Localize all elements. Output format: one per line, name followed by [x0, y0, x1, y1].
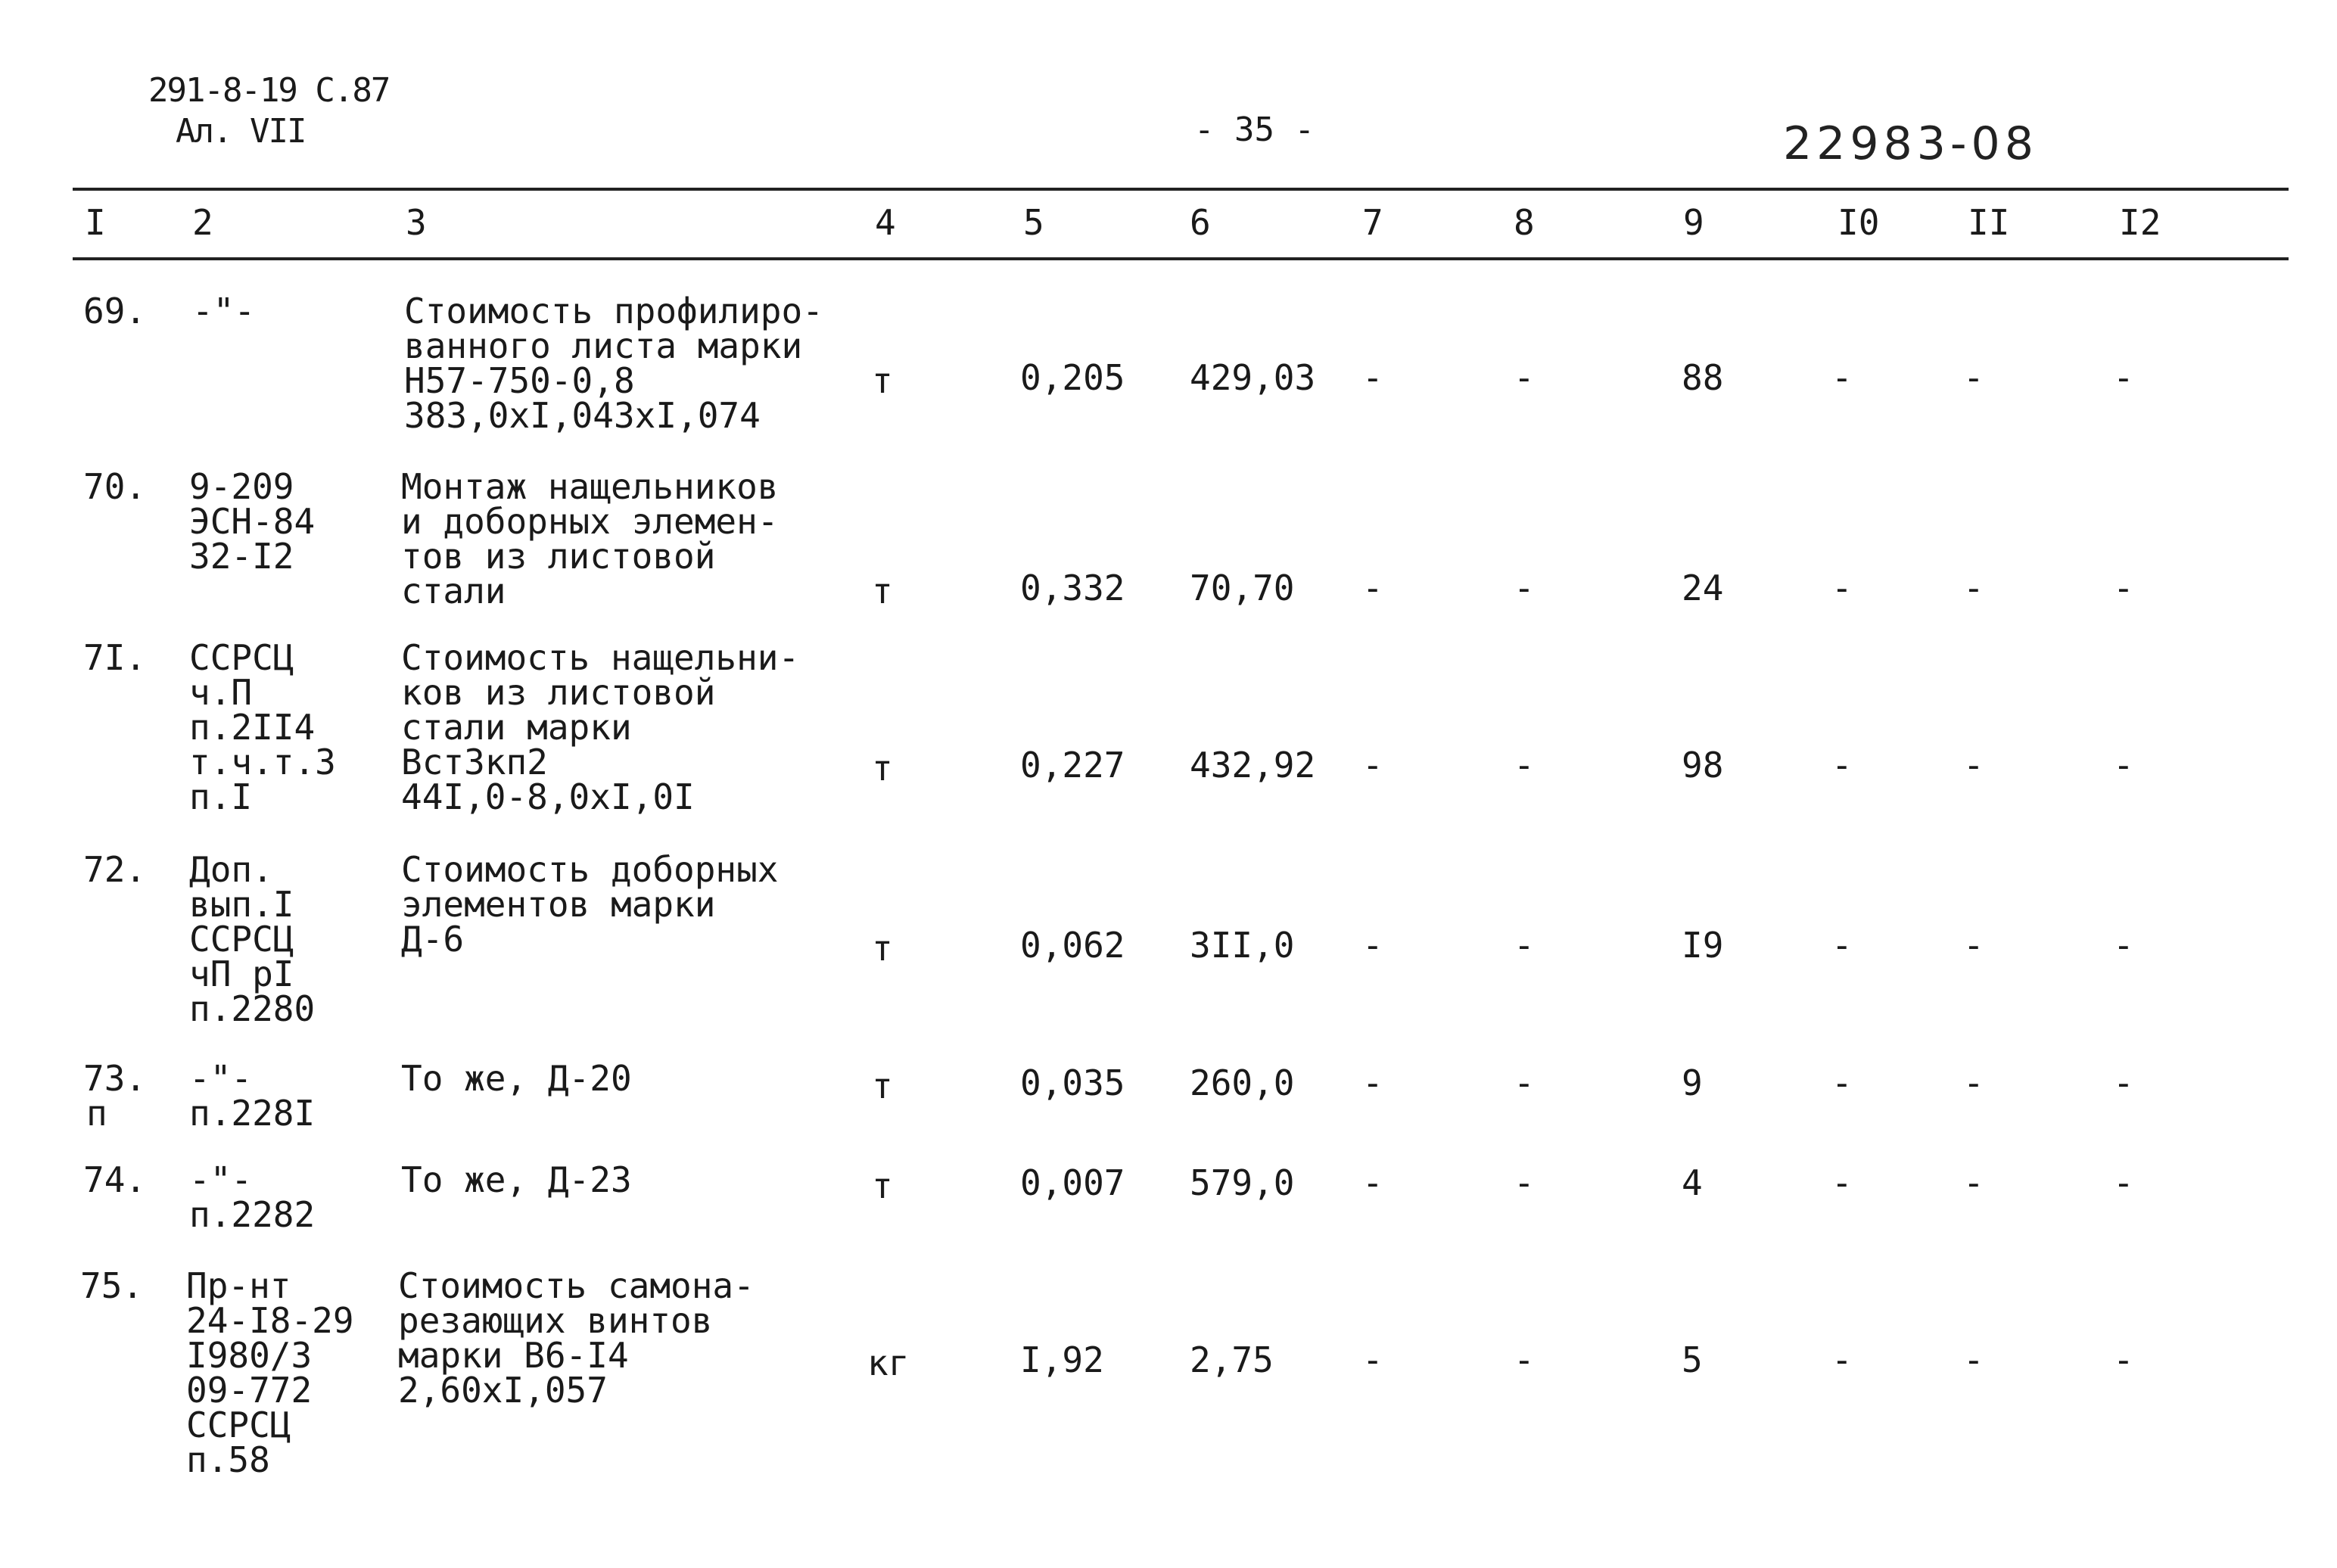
column-9-cell: I9: [1682, 925, 1724, 966]
column-11-cell: -: [1963, 1162, 1984, 1203]
column-9-cell: 9: [1682, 1062, 1703, 1103]
row-number: 74.: [83, 1159, 147, 1200]
row-number: 72.: [83, 849, 147, 890]
column-8-cell: -: [1514, 1162, 1535, 1203]
reference-line: т.ч.т.3: [189, 742, 336, 782]
column-10-cell: -: [1831, 1339, 1853, 1380]
sheet-label: Ал. VII: [176, 112, 306, 151]
description-line: Стоимость профилиро-: [404, 291, 823, 331]
quantity-cell: 0,007: [1020, 1162, 1125, 1203]
column-number: 2: [192, 202, 213, 243]
unit-cell: т: [872, 360, 893, 401]
document-code: 291-8-19 С.87: [148, 71, 390, 110]
reference-line: п.58: [186, 1439, 270, 1480]
description-line: Стоимость самона-: [398, 1265, 755, 1306]
row-number: 69.: [83, 291, 147, 331]
description-line: Стоимость доборных: [401, 849, 779, 890]
column-7-cell: -: [1362, 1339, 1383, 1380]
column-11-cell: -: [1963, 1339, 1984, 1380]
description-line: 383,0хI,043хI,074: [404, 395, 761, 436]
column-8-cell: -: [1514, 1339, 1535, 1380]
quantity-cell: 0,062: [1020, 925, 1125, 966]
column-number: I0: [1838, 202, 1880, 243]
column-8-cell: -: [1514, 357, 1535, 398]
column-11-cell: -: [1963, 745, 1984, 786]
column-12-cell: -: [2113, 925, 2134, 966]
description-line: Монтаж нащельников: [401, 466, 779, 507]
reference-line: 9-209: [189, 466, 294, 507]
reference-line: -"-: [192, 291, 256, 331]
reference-line: ССРСЦ: [189, 919, 294, 960]
description-line: Вст3кп2: [401, 742, 548, 782]
column-number: 3: [406, 202, 427, 243]
column-7-cell: -: [1362, 568, 1383, 608]
column-number-header: [0, 200, 2337, 245]
column-9-cell: 98: [1682, 745, 1724, 786]
column-10-cell: -: [1831, 568, 1853, 608]
description-line: стали: [401, 571, 506, 611]
description-line: тов из листовой: [401, 536, 716, 577]
column-12-cell: -: [2113, 1062, 2134, 1103]
description-line: 2,60хI,057: [398, 1370, 608, 1411]
description-line: 44I,0-8,0хI,0I: [401, 776, 695, 817]
description-line: элементов марки: [401, 884, 716, 925]
column-12-cell: -: [2113, 1162, 2134, 1203]
column-number: 5: [1023, 202, 1044, 243]
reference-line: 09-772: [186, 1370, 313, 1411]
column-9-cell: 4: [1682, 1162, 1703, 1203]
column-11-cell: -: [1963, 357, 1984, 398]
column-10-cell: -: [1831, 357, 1853, 398]
price-cell: 260,0: [1190, 1062, 1295, 1103]
price-cell: 2,75: [1190, 1339, 1274, 1380]
document-number: 22983-08: [1783, 117, 2038, 170]
reference-line: -"-: [189, 1058, 253, 1099]
column-number: 7: [1362, 202, 1383, 243]
description-line: Стоимость нащельни-: [401, 637, 800, 678]
description-line: Н57-750-0,8: [404, 360, 635, 401]
column-12-cell: -: [2113, 745, 2134, 786]
column-8-cell: -: [1514, 745, 1535, 786]
column-7-cell: -: [1362, 925, 1383, 966]
column-9-cell: 88: [1682, 357, 1724, 398]
quantity-cell: I,92: [1020, 1339, 1104, 1380]
description-line: То же, Д-20: [401, 1058, 632, 1099]
reference-line: п.2282: [189, 1194, 316, 1235]
column-8-cell: -: [1514, 1062, 1535, 1103]
column-9-cell: 5: [1682, 1339, 1703, 1380]
price-cell: 429,03: [1190, 357, 1316, 398]
column-12-cell: -: [2113, 568, 2134, 608]
reference-line: Доп.: [189, 849, 273, 890]
reference-line: I980/3: [186, 1335, 313, 1376]
reference-line: вып.I: [189, 884, 294, 925]
description-line: ванного листа марки: [404, 325, 803, 366]
reference-line: ССРСЦ: [189, 637, 294, 678]
column-10-cell: -: [1831, 925, 1853, 966]
price-cell: 3II,0: [1190, 925, 1295, 966]
column-number: 9: [1683, 202, 1704, 243]
description-line: и доборных элемен-: [401, 501, 779, 542]
column-number: 6: [1190, 202, 1211, 243]
column-7-cell: -: [1362, 1162, 1383, 1203]
quantity-cell: 0,035: [1020, 1062, 1125, 1103]
column-number: 4: [875, 202, 896, 243]
column-11-cell: -: [1963, 568, 1984, 608]
unit-cell: т: [872, 748, 893, 789]
reference-line: п.228I: [189, 1093, 316, 1134]
column-number: 8: [1514, 202, 1535, 243]
reference-line: ч.П: [189, 672, 253, 713]
reference-line: ССРСЦ: [186, 1405, 291, 1445]
column-number: I2: [2119, 202, 2161, 243]
unit-cell: т: [872, 1066, 893, 1106]
column-8-cell: -: [1514, 568, 1535, 608]
column-10-cell: -: [1831, 1162, 1853, 1203]
price-cell: 70,70: [1190, 568, 1295, 608]
column-number: II: [1968, 202, 2010, 243]
column-12-cell: -: [2113, 357, 2134, 398]
reference-line: п.2280: [189, 988, 316, 1029]
reference-line: п.2II4: [189, 707, 316, 748]
description-line: резающих винтов: [398, 1300, 713, 1341]
column-9-cell: 24: [1682, 568, 1724, 608]
reference-line: -"-: [189, 1159, 253, 1200]
column-7-cell: -: [1362, 357, 1383, 398]
row-number: 75.: [80, 1265, 144, 1306]
description-line: Д-6: [401, 919, 465, 960]
price-cell: 432,92: [1190, 745, 1316, 786]
row-number: 70.: [83, 466, 147, 507]
reference-line: 32-I2: [189, 536, 294, 577]
column-number: I: [85, 202, 106, 243]
quantity-cell: 0,227: [1020, 745, 1125, 786]
reference-line: п.I: [189, 776, 253, 817]
reference-line: 24-I8-29: [186, 1300, 354, 1341]
description-line: То же, Д-23: [401, 1159, 632, 1200]
reference-line: ЭСН-84: [189, 501, 316, 542]
column-12-cell: -: [2113, 1339, 2134, 1380]
unit-cell: кг: [867, 1342, 910, 1383]
column-10-cell: -: [1831, 1062, 1853, 1103]
table-top-rule: [73, 188, 2289, 191]
row-number-note: п: [86, 1093, 107, 1134]
unit-cell: т: [872, 571, 893, 611]
row-number: 73.: [83, 1058, 147, 1099]
price-cell: 579,0: [1190, 1162, 1295, 1203]
column-11-cell: -: [1963, 1062, 1984, 1103]
unit-cell: т: [872, 928, 893, 969]
description-line: стали марки: [401, 707, 632, 748]
column-10-cell: -: [1831, 745, 1853, 786]
column-8-cell: -: [1514, 925, 1535, 966]
column-7-cell: -: [1362, 1062, 1383, 1103]
unit-cell: т: [872, 1165, 893, 1206]
quantity-cell: 0,205: [1020, 357, 1125, 398]
quantity-cell: 0,332: [1020, 568, 1125, 608]
table-header-rule: [73, 257, 2289, 260]
reference-line: чП рI: [189, 954, 294, 994]
reference-line: Пр-нт: [186, 1265, 291, 1306]
row-number: 7I.: [83, 637, 147, 678]
page-number: - 35 -: [1194, 110, 1315, 149]
column-11-cell: -: [1963, 925, 1984, 966]
column-7-cell: -: [1362, 745, 1383, 786]
description-line: ков из листовой: [401, 672, 716, 713]
description-line: марки В6-I4: [398, 1335, 629, 1376]
